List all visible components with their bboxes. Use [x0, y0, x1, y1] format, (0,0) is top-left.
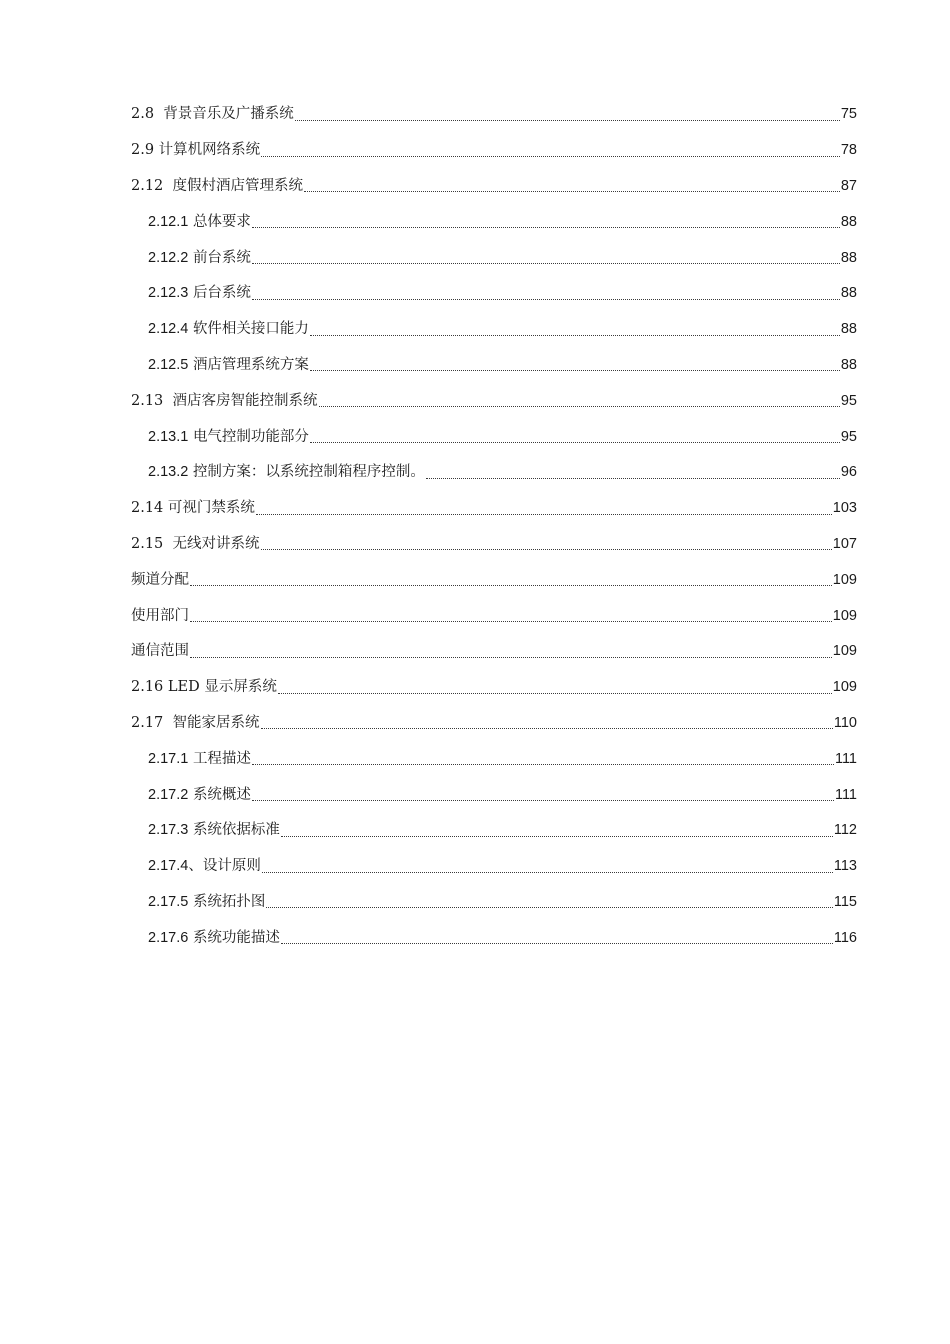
- toc-dot-leader: [190, 657, 832, 658]
- toc-entry[interactable]: [131, 416, 857, 452]
- toc-entry-title: [148, 787, 251, 804]
- toc-page-number: 88: [840, 285, 857, 302]
- toc-entry-number: 2.17.1: [148, 750, 189, 767]
- toc-entry-number: 2.9: [131, 142, 155, 159]
- toc-entry-title: [148, 822, 280, 839]
- toc-page-number: 116: [833, 929, 857, 946]
- toc-entry-separator: [163, 178, 172, 194]
- toc-page-number: 111: [834, 786, 857, 803]
- toc-dot-leader: [281, 836, 833, 837]
- toc-entry-text: 后台系统: [192, 285, 251, 302]
- toc-page-number: 109: [832, 571, 857, 588]
- toc-entry-title: [148, 285, 251, 302]
- toc-page-number: 113: [833, 858, 857, 875]
- toc-dot-leader: [256, 514, 832, 515]
- toc-dot-leader: [261, 728, 833, 729]
- toc-entry[interactable]: [131, 524, 857, 560]
- toc-dot-leader: [262, 872, 833, 873]
- toc-entry-number: 2.17.2: [148, 786, 189, 803]
- toc-page-number: 107: [832, 535, 857, 552]
- toc-dot-leader: [252, 299, 840, 300]
- toc-entry-title: [131, 643, 189, 660]
- toc-entry-title: [131, 572, 189, 589]
- toc-entry-title: [131, 715, 260, 732]
- toc-page-number: 110: [833, 714, 857, 731]
- toc-entry-number: 2.17.4: [148, 858, 189, 875]
- toc-dot-leader: [319, 406, 840, 407]
- toc-dot-leader: [310, 442, 840, 443]
- toc-entry-title: [148, 429, 309, 446]
- toc-entry-text: 系统拓扑图: [192, 893, 266, 910]
- toc-entry[interactable]: [131, 237, 857, 273]
- toc-entry-number: 2.17: [131, 714, 164, 731]
- toc-entry-text: 酒店管理系统方案: [192, 356, 309, 373]
- toc-entry-title: [148, 321, 309, 338]
- toc-entry[interactable]: [131, 345, 857, 381]
- toc-entry[interactable]: [131, 595, 857, 631]
- toc-entry[interactable]: [131, 309, 857, 345]
- toc-page-number: 88: [840, 321, 857, 338]
- toc-page-number: 109: [832, 607, 857, 624]
- toc-entry-text: 软件相关接口能力: [192, 321, 309, 338]
- toc-entry-title: [148, 751, 251, 768]
- toc-entry-text: 、设计原则: [188, 858, 261, 875]
- toc-entry[interactable]: [131, 488, 857, 524]
- toc-dot-leader: [261, 156, 840, 157]
- toc-entry[interactable]: [131, 667, 857, 703]
- toc-entry[interactable]: [131, 166, 857, 202]
- toc-page-number: 87: [840, 178, 857, 194]
- toc-entry-number: 2.12.2: [148, 249, 189, 266]
- toc-dot-leader: [295, 120, 840, 121]
- toc-entry-number: 2.8: [131, 106, 155, 123]
- toc-dot-leader: [252, 800, 834, 801]
- toc-page-number: 109: [832, 679, 857, 696]
- toc-entry-title: [148, 214, 251, 231]
- toc-entry[interactable]: [131, 738, 857, 774]
- toc-entry-title: [148, 930, 280, 947]
- toc-dot-leader: [190, 621, 832, 622]
- toc-page-number: 78: [840, 142, 857, 159]
- toc-entry[interactable]: [131, 559, 857, 595]
- toc-page-number: 109: [832, 643, 857, 660]
- toc-entry[interactable]: [131, 130, 857, 166]
- toc-entry[interactable]: [131, 273, 857, 309]
- toc-entry-title: [131, 536, 260, 553]
- toc-dot-leader: [310, 370, 840, 371]
- toc-dot-leader: [426, 478, 840, 479]
- toc-entry-text: 前台系统: [192, 249, 251, 266]
- toc-dot-leader: [281, 943, 833, 944]
- toc-entry-text: 总体要求: [192, 213, 251, 230]
- toc-entry-number: 2.13: [131, 392, 164, 409]
- toc-entry-number: 2.13.1: [148, 428, 189, 445]
- toc-entry-title: [131, 106, 294, 123]
- toc-entry-number: 2.15: [131, 535, 164, 552]
- toc-entry-number: 2.12: [131, 178, 164, 194]
- toc-entry[interactable]: [131, 631, 857, 667]
- toc-page-number: 95: [840, 392, 857, 409]
- toc-entry-text: 系统依据标准: [192, 822, 280, 839]
- toc-entry-title: [131, 393, 318, 410]
- toc-entry-title: [148, 464, 425, 481]
- toc-page-number: 88: [840, 249, 857, 266]
- toc-entry-text: 度假村酒店管理系统: [172, 178, 304, 194]
- toc-entry-number: 2.16: [131, 679, 164, 696]
- toc-page-number: 95: [840, 428, 857, 445]
- toc-dot-leader: [190, 585, 832, 586]
- toc-entry[interactable]: [131, 917, 857, 953]
- toc-page-number: 111: [834, 750, 857, 767]
- toc-entry-separator: [163, 715, 172, 731]
- toc-entry-title: [148, 357, 309, 374]
- toc-entry-number: 2.17.3: [148, 822, 189, 839]
- toc-entry-title: [131, 608, 189, 625]
- table-of-contents: [131, 94, 857, 953]
- toc-entry-text: 使用部门: [131, 607, 189, 624]
- toc-entry[interactable]: [131, 774, 857, 810]
- toc-page-number: 88: [840, 356, 857, 373]
- toc-dot-leader: [252, 764, 834, 765]
- toc-entry[interactable]: [131, 882, 857, 918]
- toc-entry-text: 计算机网络系统: [158, 142, 261, 159]
- toc-entry-text: 控制方案：以系统控制箱程序控制。: [192, 464, 425, 481]
- toc-page-number: 88: [840, 213, 857, 230]
- toc-dot-leader: [252, 263, 840, 264]
- toc-entry[interactable]: [131, 452, 857, 488]
- toc-entry-text: 背景音乐及广播系统: [163, 106, 294, 123]
- toc-entry-separator: [154, 106, 163, 122]
- toc-entry-text: 工程描述: [192, 750, 251, 767]
- toc-entry-text: LED 显示屏系统: [167, 679, 277, 696]
- toc-entry-number: 2.12.4: [148, 321, 189, 338]
- toc-entry-title: [131, 500, 255, 517]
- toc-entry[interactable]: [131, 201, 857, 237]
- toc-entry-number: 2.14: [131, 500, 164, 517]
- toc-entry-title: [131, 142, 260, 159]
- toc-entry-text: 可视门禁系统: [167, 500, 255, 517]
- toc-entry-title: [148, 894, 265, 911]
- toc-dot-leader: [266, 907, 832, 908]
- toc-dot-leader: [278, 693, 832, 694]
- toc-entry-text: 通信范围: [131, 643, 189, 660]
- toc-entry-text: 智能家居系统: [172, 714, 260, 731]
- toc-page-number: 96: [840, 464, 857, 481]
- toc-entry[interactable]: [131, 846, 857, 882]
- toc-entry-text: 系统概述: [192, 786, 251, 803]
- toc-entry-title: [131, 679, 277, 696]
- toc-entry-text: 频道分配: [131, 571, 189, 588]
- toc-entry[interactable]: [131, 380, 857, 416]
- toc-entry-title: [131, 178, 303, 195]
- toc-entry[interactable]: [131, 94, 857, 130]
- toc-entry-number: 2.12.5: [148, 356, 189, 373]
- toc-entry-separator: [163, 393, 172, 409]
- toc-entry-title: [148, 858, 261, 875]
- toc-entry-text: 无线对讲系统: [172, 535, 260, 552]
- toc-entry-title: [148, 250, 251, 267]
- toc-entry-number: 2.17.5: [148, 893, 189, 910]
- toc-entry-number: 2.12.1: [148, 213, 189, 230]
- toc-dot-leader: [261, 549, 832, 550]
- toc-entry-number: 2.12.3: [148, 285, 189, 302]
- toc-entry-text: 系统功能描述: [192, 929, 280, 946]
- toc-entry-separator: [163, 536, 172, 552]
- toc-page-number: 115: [833, 893, 857, 910]
- toc-entry-text: 酒店客房智能控制系统: [172, 392, 318, 409]
- toc-page-number: 112: [833, 822, 857, 839]
- toc-dot-leader: [304, 191, 840, 192]
- toc-entry[interactable]: [131, 810, 857, 846]
- toc-dot-leader: [252, 227, 840, 228]
- toc-dot-leader: [310, 335, 840, 336]
- toc-page-number: 103: [832, 500, 857, 517]
- toc-entry-text: 电气控制功能部分: [192, 428, 309, 445]
- toc-entry-number: 2.13.2: [148, 464, 189, 481]
- toc-page-number: 75: [840, 106, 857, 123]
- toc-entry-number: 2.17.6: [148, 929, 189, 946]
- toc-entry[interactable]: [131, 703, 857, 739]
